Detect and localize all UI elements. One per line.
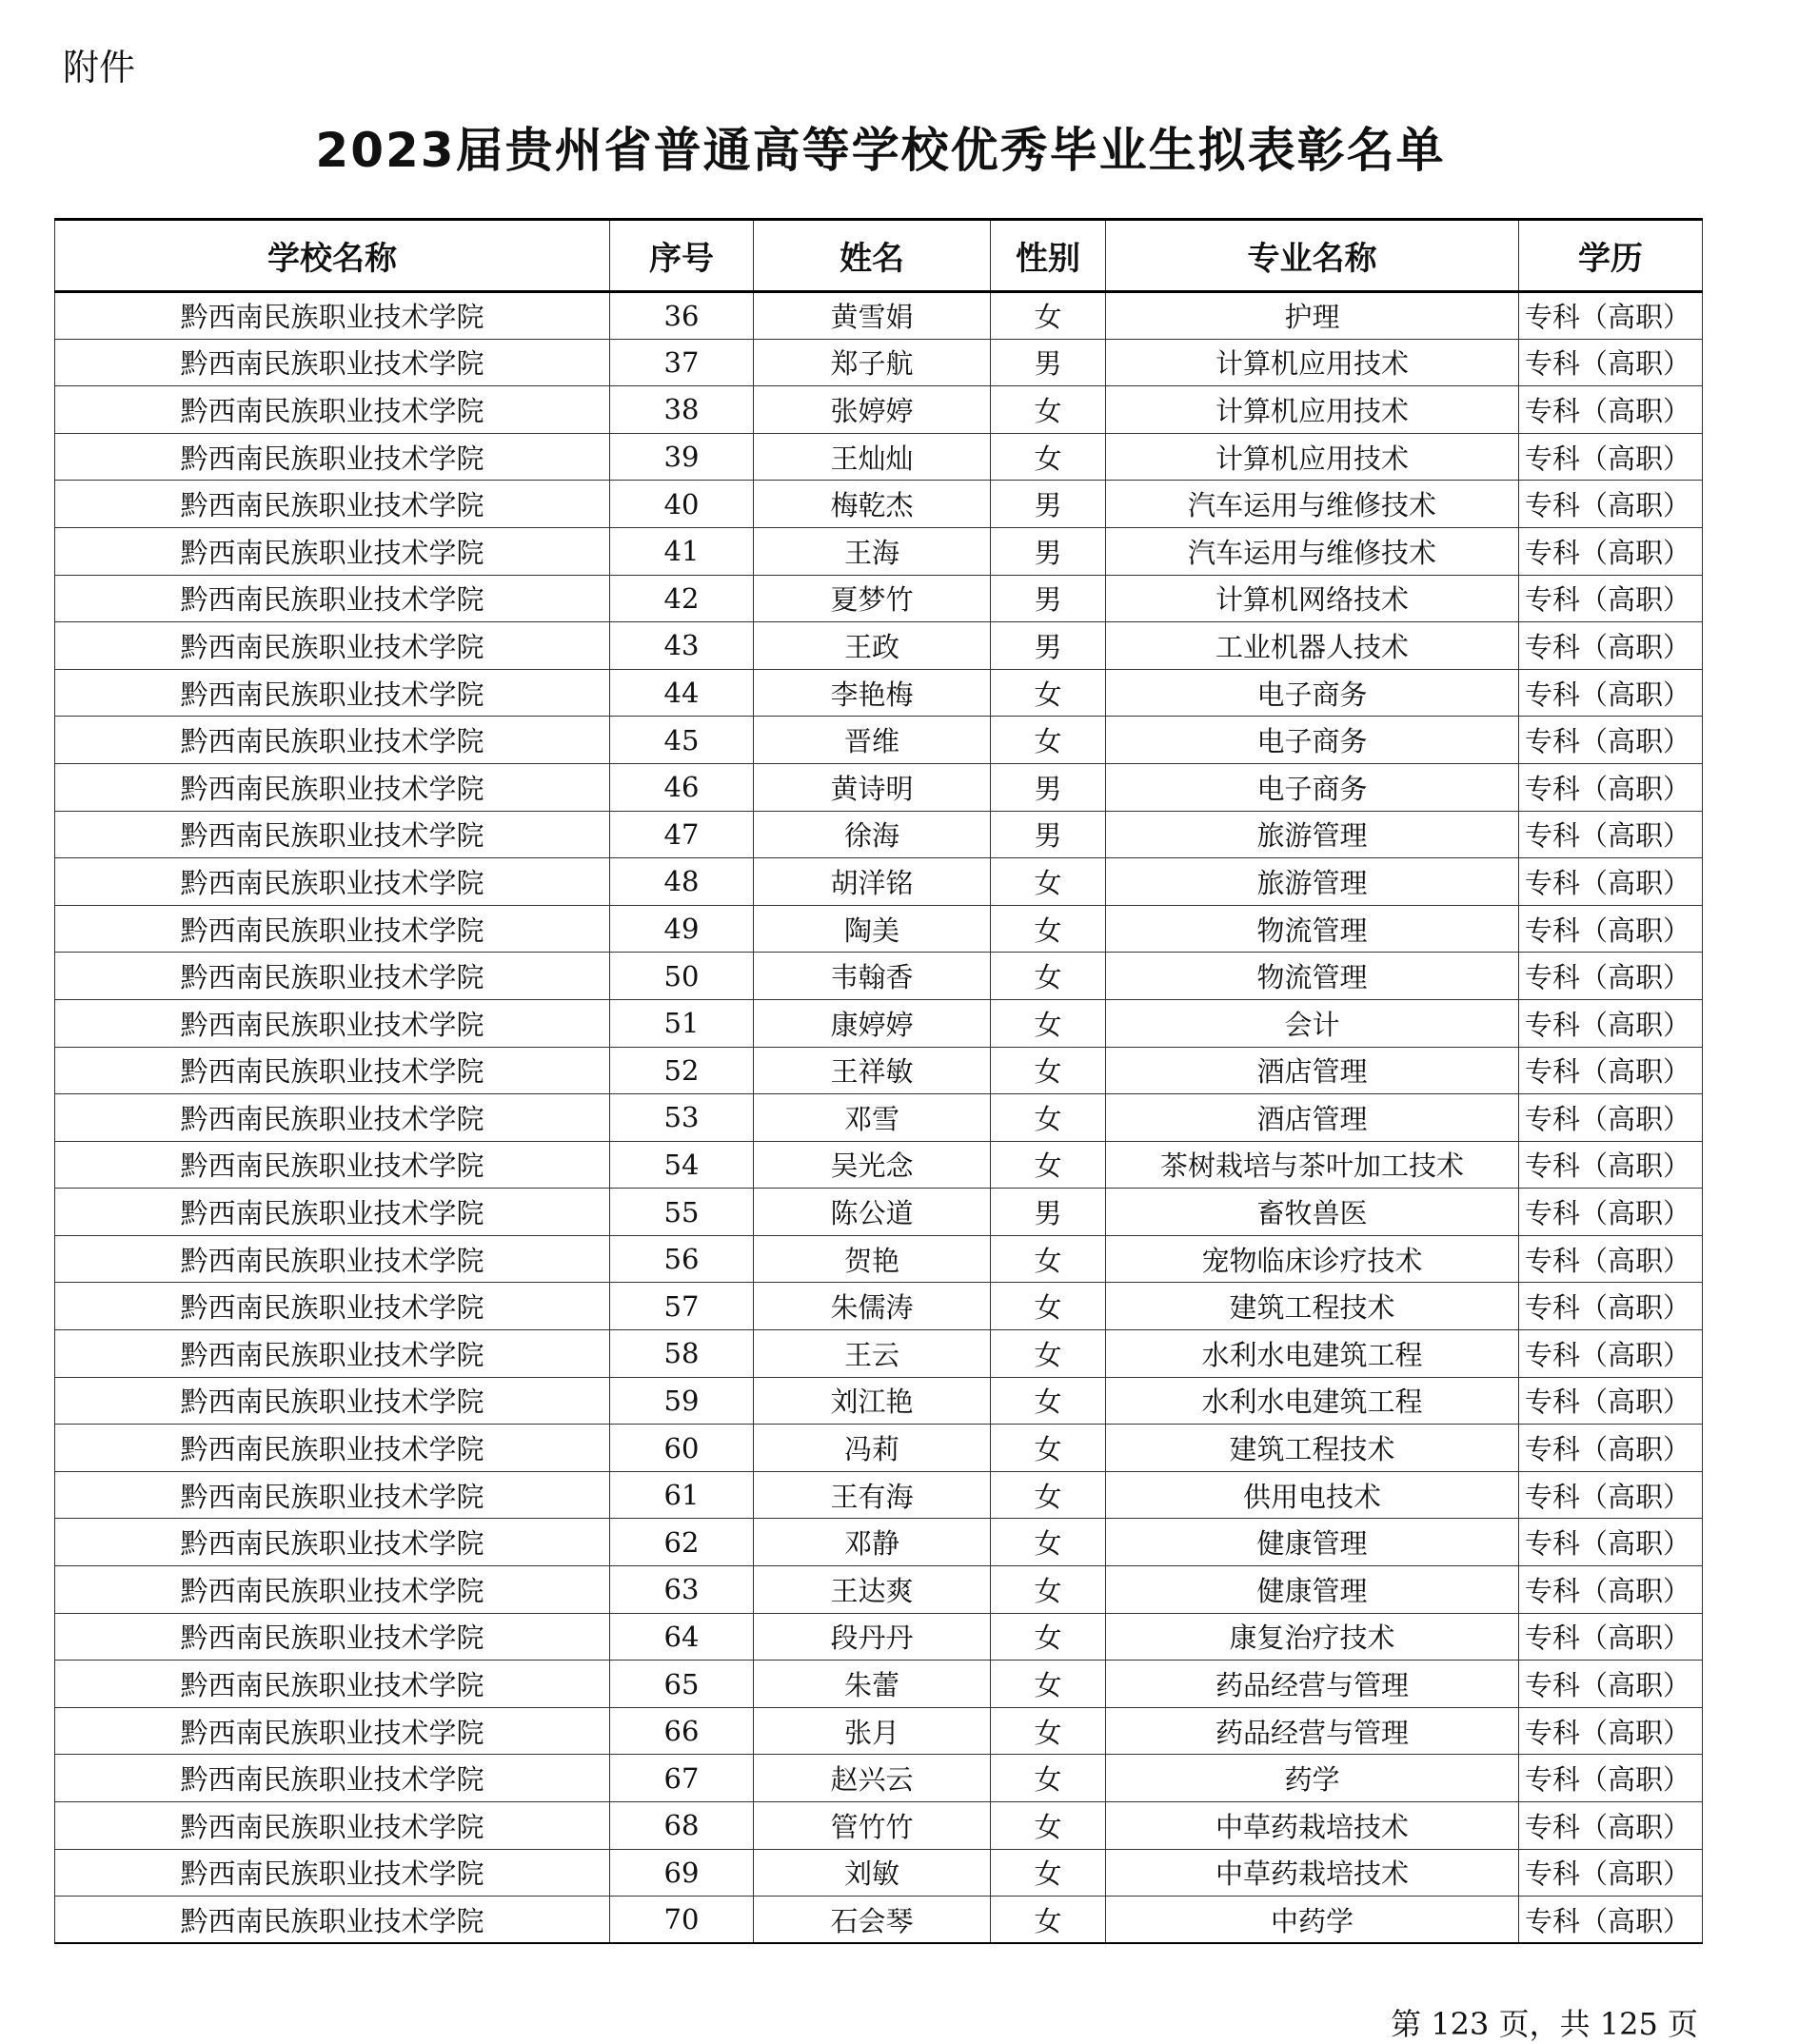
cell-name: 刘敏 <box>754 1849 991 1897</box>
cell-education: 专科（高职） <box>1519 1141 1703 1189</box>
table-row <box>55 1047 1703 1094</box>
table-row <box>55 1707 1703 1755</box>
cell-education: 专科（高职） <box>1519 1047 1703 1094</box>
cell-no: 57 <box>610 1283 754 1330</box>
cell-name: 邓静 <box>754 1519 991 1566</box>
table-row <box>55 1471 1703 1519</box>
cell-school: 黔西南民族职业技术学院 <box>55 669 610 717</box>
cell-school: 黔西南民族职业技术学院 <box>55 858 610 906</box>
cell-major: 旅游管理 <box>1106 858 1519 906</box>
cell-no: 51 <box>610 999 754 1047</box>
table-row <box>55 1189 1703 1236</box>
cell-gender: 女 <box>991 1047 1106 1094</box>
cell-education: 专科（高职） <box>1519 999 1703 1047</box>
table-row <box>55 1661 1703 1708</box>
table-row <box>55 1425 1703 1472</box>
cell-gender: 女 <box>991 1235 1106 1283</box>
cell-major: 电子商务 <box>1106 717 1519 764</box>
cell-major: 水利水电建筑工程 <box>1106 1330 1519 1378</box>
cell-name: 冯莉 <box>754 1425 991 1472</box>
cell-major: 建筑工程技术 <box>1106 1425 1519 1472</box>
cell-school: 黔西南民族职业技术学院 <box>55 999 610 1047</box>
cell-no: 46 <box>610 763 754 811</box>
cell-no: 53 <box>610 1094 754 1142</box>
cell-major: 畜牧兽医 <box>1106 1189 1519 1236</box>
cell-education: 专科（高职） <box>1519 1849 1703 1897</box>
cell-education: 专科（高职） <box>1519 481 1703 528</box>
cell-education: 专科（高职） <box>1519 763 1703 811</box>
cell-no: 48 <box>610 858 754 906</box>
cell-name: 康婷婷 <box>754 999 991 1047</box>
cell-gender: 女 <box>991 858 1106 906</box>
header-major: 专业名称 <box>1106 220 1519 292</box>
cell-no: 68 <box>610 1802 754 1850</box>
cell-gender: 女 <box>991 1802 1106 1850</box>
cell-school: 黔西南民族职业技术学院 <box>55 1094 610 1142</box>
cell-name: 管竹竹 <box>754 1802 991 1850</box>
table-row <box>55 1897 1703 1944</box>
cell-major: 茶树栽培与茶叶加工技术 <box>1106 1141 1519 1189</box>
cell-major: 宠物临床诊疗技术 <box>1106 1235 1519 1283</box>
cell-major: 旅游管理 <box>1106 811 1519 858</box>
cell-school: 黔西南民族职业技术学院 <box>55 292 610 340</box>
cell-gender: 男 <box>991 622 1106 670</box>
table-row <box>55 575 1703 622</box>
cell-school: 黔西南民族职业技术学院 <box>55 1235 610 1283</box>
cell-education: 专科（高职） <box>1519 1661 1703 1708</box>
cell-education: 专科（高职） <box>1519 1471 1703 1519</box>
cell-major: 健康管理 <box>1106 1566 1519 1614</box>
cell-education: 专科（高职） <box>1519 1755 1703 1802</box>
cell-name: 李艳梅 <box>754 669 991 717</box>
cell-no: 49 <box>610 905 754 953</box>
cell-education: 专科（高职） <box>1519 1802 1703 1850</box>
cell-gender: 女 <box>991 1425 1106 1472</box>
cell-no: 50 <box>610 953 754 1000</box>
cell-major: 物流管理 <box>1106 905 1519 953</box>
cell-education: 专科（高职） <box>1519 622 1703 670</box>
cell-name: 黄雪娟 <box>754 292 991 340</box>
table-row <box>55 717 1703 764</box>
cell-education: 专科（高职） <box>1519 1519 1703 1566</box>
cell-major: 水利水电建筑工程 <box>1106 1377 1519 1425</box>
table-row <box>55 292 1703 340</box>
cell-name: 郑子航 <box>754 339 991 386</box>
cell-education: 专科（高职） <box>1519 575 1703 622</box>
cell-school: 黔西南民族职业技术学院 <box>55 575 610 622</box>
cell-major: 药品经营与管理 <box>1106 1707 1519 1755</box>
cell-name: 陈公道 <box>754 1189 991 1236</box>
cell-school: 黔西南民族职业技术学院 <box>55 1283 610 1330</box>
cell-major: 汽车运用与维修技术 <box>1106 527 1519 575</box>
cell-education: 专科（高职） <box>1519 339 1703 386</box>
cell-education: 专科（高职） <box>1519 1566 1703 1614</box>
cell-gender: 男 <box>991 527 1106 575</box>
cell-name: 张婷婷 <box>754 386 991 434</box>
cell-gender: 女 <box>991 292 1106 340</box>
cell-name: 朱蕾 <box>754 1661 991 1708</box>
table-row <box>55 481 1703 528</box>
cell-name: 刘江艳 <box>754 1377 991 1425</box>
cell-gender: 男 <box>991 763 1106 811</box>
cell-gender: 女 <box>991 1330 1106 1378</box>
cell-gender: 女 <box>991 1283 1106 1330</box>
cell-major: 电子商务 <box>1106 669 1519 717</box>
cell-school: 黔西南民族职业技术学院 <box>55 953 610 1000</box>
cell-gender: 男 <box>991 481 1106 528</box>
cell-no: 47 <box>610 811 754 858</box>
cell-gender: 男 <box>991 1189 1106 1236</box>
cell-school: 黔西南民族职业技术学院 <box>55 527 610 575</box>
cell-name: 邓雪 <box>754 1094 991 1142</box>
cell-name: 段丹丹 <box>754 1613 991 1661</box>
cell-gender: 男 <box>991 575 1106 622</box>
cell-major: 健康管理 <box>1106 1519 1519 1566</box>
cell-major: 建筑工程技术 <box>1106 1283 1519 1330</box>
header-education: 学历 <box>1519 220 1703 292</box>
cell-no: 38 <box>610 386 754 434</box>
cell-name: 黄诗明 <box>754 763 991 811</box>
cell-no: 45 <box>610 717 754 764</box>
cell-major: 中草药栽培技术 <box>1106 1849 1519 1897</box>
cell-major: 护理 <box>1106 292 1519 340</box>
cell-name: 朱儒涛 <box>754 1283 991 1330</box>
table-row <box>55 1377 1703 1425</box>
cell-gender: 女 <box>991 1897 1106 1944</box>
cell-major: 计算机应用技术 <box>1106 386 1519 434</box>
cell-major: 电子商务 <box>1106 763 1519 811</box>
page-indicator: 第 123 页，共 125 页 <box>1391 2006 1698 2042</box>
cell-gender: 女 <box>991 1377 1106 1425</box>
cell-school: 黔西南民族职业技术学院 <box>55 1755 610 1802</box>
table-row <box>55 1141 1703 1189</box>
cell-school: 黔西南民族职业技术学院 <box>55 1802 610 1850</box>
cell-no: 69 <box>610 1849 754 1897</box>
cell-major: 中药学 <box>1106 1897 1519 1944</box>
cell-name: 赵兴云 <box>754 1755 991 1802</box>
cell-name: 石会琴 <box>754 1897 991 1944</box>
table-row <box>55 811 1703 858</box>
table-row <box>55 386 1703 434</box>
cell-school: 黔西南民族职业技术学院 <box>55 1707 610 1755</box>
cell-education: 专科（高职） <box>1519 1707 1703 1755</box>
cell-no: 54 <box>610 1141 754 1189</box>
cell-name: 王政 <box>754 622 991 670</box>
cell-gender: 男 <box>991 339 1106 386</box>
cell-gender: 女 <box>991 1613 1106 1661</box>
cell-education: 专科（高职） <box>1519 953 1703 1000</box>
cell-no: 63 <box>610 1566 754 1614</box>
cell-name: 王海 <box>754 527 991 575</box>
table-row <box>55 1283 1703 1330</box>
table-row <box>55 953 1703 1000</box>
table-row <box>55 1566 1703 1614</box>
cell-school: 黔西南民族职业技术学院 <box>55 1377 610 1425</box>
cell-major: 供用电技术 <box>1106 1471 1519 1519</box>
cell-no: 40 <box>610 481 754 528</box>
cell-school: 黔西南民族职业技术学院 <box>55 1471 610 1519</box>
cell-gender: 女 <box>991 1471 1106 1519</box>
cell-major: 酒店管理 <box>1106 1047 1519 1094</box>
attachment-label: 附件 <box>63 47 136 88</box>
cell-school: 黔西南民族职业技术学院 <box>55 1047 610 1094</box>
cell-education: 专科（高职） <box>1519 1897 1703 1944</box>
cell-education: 专科（高职） <box>1519 858 1703 906</box>
cell-education: 专科（高职） <box>1519 811 1703 858</box>
cell-education: 专科（高职） <box>1519 433 1703 481</box>
cell-no: 52 <box>610 1047 754 1094</box>
cell-no: 65 <box>610 1661 754 1708</box>
cell-gender: 女 <box>991 1661 1106 1708</box>
cell-no: 70 <box>610 1897 754 1944</box>
table-row <box>55 669 1703 717</box>
table-row <box>55 527 1703 575</box>
cell-no: 43 <box>610 622 754 670</box>
header-school: 学校名称 <box>55 220 610 292</box>
cell-education: 专科（高职） <box>1519 1094 1703 1142</box>
cell-school: 黔西南民族职业技术学院 <box>55 811 610 858</box>
table-row <box>55 858 1703 906</box>
cell-major: 工业机器人技术 <box>1106 622 1519 670</box>
cell-education: 专科（高职） <box>1519 1283 1703 1330</box>
cell-no: 37 <box>610 339 754 386</box>
cell-no: 58 <box>610 1330 754 1378</box>
cell-gender: 男 <box>991 811 1106 858</box>
cell-no: 66 <box>610 1707 754 1755</box>
cell-education: 专科（高职） <box>1519 717 1703 764</box>
cell-no: 64 <box>610 1613 754 1661</box>
cell-gender: 女 <box>991 433 1106 481</box>
cell-major: 物流管理 <box>1106 953 1519 1000</box>
cell-school: 黔西南民族职业技术学院 <box>55 1425 610 1472</box>
cell-name: 徐海 <box>754 811 991 858</box>
cell-gender: 女 <box>991 386 1106 434</box>
cell-major: 药学 <box>1106 1755 1519 1802</box>
cell-no: 41 <box>610 527 754 575</box>
cell-school: 黔西南民族职业技术学院 <box>55 433 610 481</box>
cell-school: 黔西南民族职业技术学院 <box>55 622 610 670</box>
header-gender: 性别 <box>991 220 1106 292</box>
cell-gender: 女 <box>991 905 1106 953</box>
header-no: 序号 <box>610 220 754 292</box>
cell-school: 黔西南民族职业技术学院 <box>55 1519 610 1566</box>
cell-school: 黔西南民族职业技术学院 <box>55 1897 610 1944</box>
cell-gender: 女 <box>991 1141 1106 1189</box>
cell-education: 专科（高职） <box>1519 527 1703 575</box>
cell-name: 晋维 <box>754 717 991 764</box>
cell-education: 专科（高职） <box>1519 1377 1703 1425</box>
cell-school: 黔西南民族职业技术学院 <box>55 386 610 434</box>
cell-gender: 女 <box>991 1755 1106 1802</box>
table-body <box>55 292 1703 1944</box>
cell-education: 专科（高职） <box>1519 1235 1703 1283</box>
cell-major: 会计 <box>1106 999 1519 1047</box>
table-header-row <box>55 220 1703 292</box>
cell-school: 黔西南民族职业技术学院 <box>55 905 610 953</box>
cell-school: 黔西南民族职业技术学院 <box>55 717 610 764</box>
cell-school: 黔西南民族职业技术学院 <box>55 1849 610 1897</box>
cell-education: 专科（高职） <box>1519 1425 1703 1472</box>
cell-education: 专科（高职） <box>1519 1189 1703 1236</box>
table-row <box>55 1613 1703 1661</box>
cell-gender: 女 <box>991 1707 1106 1755</box>
cell-no: 42 <box>610 575 754 622</box>
cell-school: 黔西南民族职业技术学院 <box>55 1661 610 1708</box>
cell-gender: 女 <box>991 999 1106 1047</box>
cell-gender: 女 <box>991 1094 1106 1142</box>
cell-school: 黔西南民族职业技术学院 <box>55 1330 610 1378</box>
header-name: 姓名 <box>754 220 991 292</box>
cell-major: 药品经营与管理 <box>1106 1661 1519 1708</box>
cell-no: 36 <box>610 292 754 340</box>
cell-school: 黔西南民族职业技术学院 <box>55 1189 610 1236</box>
table-row <box>55 905 1703 953</box>
cell-education: 专科（高职） <box>1519 292 1703 340</box>
cell-gender: 女 <box>991 1566 1106 1614</box>
cell-name: 王有海 <box>754 1471 991 1519</box>
table-row <box>55 433 1703 481</box>
document-title: 2023届贵州省普通高等学校优秀毕业生拟表彰名单 <box>315 123 1446 178</box>
cell-school: 黔西南民族职业技术学院 <box>55 339 610 386</box>
cell-major: 汽车运用与维修技术 <box>1106 481 1519 528</box>
cell-school: 黔西南民族职业技术学院 <box>55 1141 610 1189</box>
cell-no: 60 <box>610 1425 754 1472</box>
cell-name: 夏梦竹 <box>754 575 991 622</box>
cell-major: 康复治疗技术 <box>1106 1613 1519 1661</box>
cell-education: 专科（高职） <box>1519 386 1703 434</box>
cell-name: 王灿灿 <box>754 433 991 481</box>
table-row <box>55 999 1703 1047</box>
honoree-table <box>54 218 1703 1944</box>
cell-no: 62 <box>610 1519 754 1566</box>
cell-school: 黔西南民族职业技术学院 <box>55 1613 610 1661</box>
cell-major: 计算机应用技术 <box>1106 339 1519 386</box>
cell-no: 39 <box>610 433 754 481</box>
table-row <box>55 339 1703 386</box>
cell-no: 56 <box>610 1235 754 1283</box>
cell-gender: 女 <box>991 1519 1106 1566</box>
cell-education: 专科（高职） <box>1519 669 1703 717</box>
table-row <box>55 763 1703 811</box>
cell-gender: 女 <box>991 669 1106 717</box>
cell-name: 王祥敏 <box>754 1047 991 1094</box>
cell-school: 黔西南民族职业技术学院 <box>55 763 610 811</box>
cell-gender: 女 <box>991 953 1106 1000</box>
cell-name: 韦翰香 <box>754 953 991 1000</box>
cell-education: 专科（高职） <box>1519 1330 1703 1378</box>
cell-education: 专科（高职） <box>1519 905 1703 953</box>
cell-major: 计算机网络技术 <box>1106 575 1519 622</box>
table-row <box>55 1519 1703 1566</box>
cell-school: 黔西南民族职业技术学院 <box>55 1566 610 1614</box>
cell-school: 黔西南民族职业技术学院 <box>55 481 610 528</box>
cell-name: 王云 <box>754 1330 991 1378</box>
cell-name: 贺艳 <box>754 1235 991 1283</box>
cell-name: 梅乾杰 <box>754 481 991 528</box>
table-row <box>55 1755 1703 1802</box>
cell-no: 67 <box>610 1755 754 1802</box>
cell-name: 陶美 <box>754 905 991 953</box>
cell-major: 酒店管理 <box>1106 1094 1519 1142</box>
cell-name: 吴光念 <box>754 1141 991 1189</box>
cell-gender: 女 <box>991 717 1106 764</box>
table-row <box>55 1235 1703 1283</box>
cell-name: 胡洋铭 <box>754 858 991 906</box>
cell-major: 中草药栽培技术 <box>1106 1802 1519 1850</box>
table-row <box>55 622 1703 670</box>
cell-name: 王达爽 <box>754 1566 991 1614</box>
table-row <box>55 1094 1703 1142</box>
cell-name: 张月 <box>754 1707 991 1755</box>
cell-no: 59 <box>610 1377 754 1425</box>
cell-no: 55 <box>610 1189 754 1236</box>
cell-no: 61 <box>610 1471 754 1519</box>
cell-gender: 女 <box>991 1849 1106 1897</box>
table-row <box>55 1849 1703 1897</box>
cell-major: 计算机应用技术 <box>1106 433 1519 481</box>
cell-education: 专科（高职） <box>1519 1613 1703 1661</box>
table-row <box>55 1330 1703 1378</box>
cell-no: 44 <box>610 669 754 717</box>
table-row <box>55 1802 1703 1850</box>
